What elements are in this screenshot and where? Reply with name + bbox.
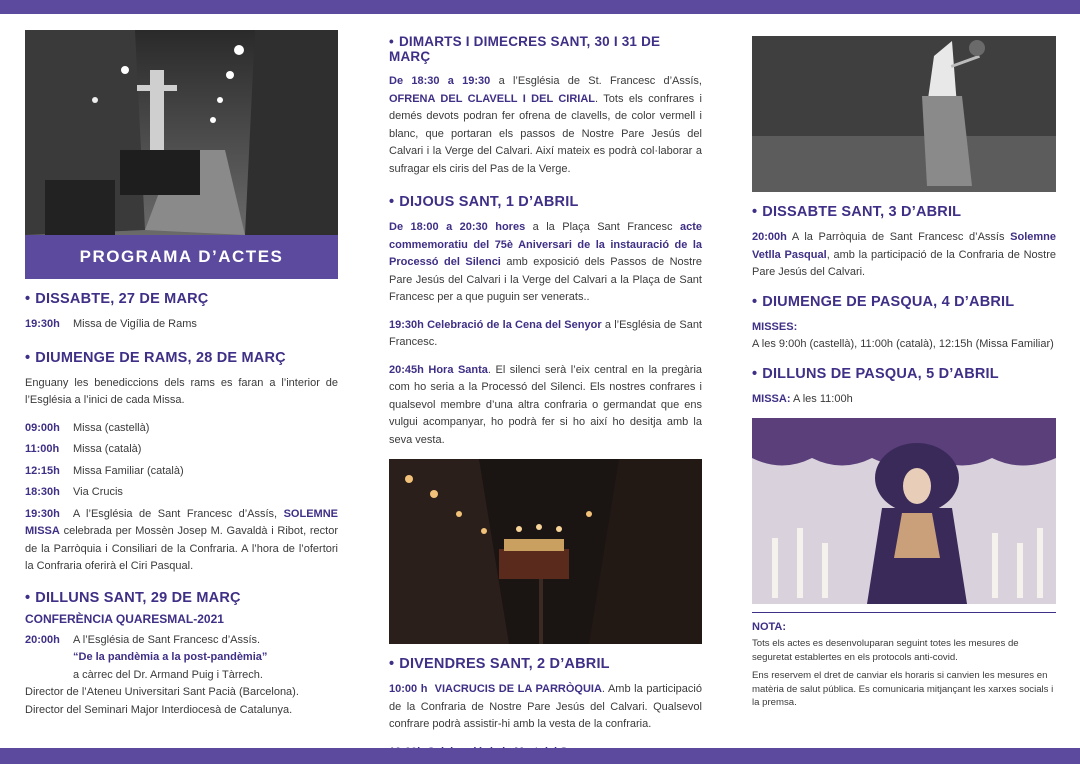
event-paragraph: 19:30h A l’Església de Sant Francesc d’Assís, SOLEMNE MISSA celebrada per Mossèn Josep M. Gavaldà i Ribot, rector de la Parròquia i Consiliari de la Confraria. A l’hora de l’ofertori la Confraria oferirà el Ciri Pasqual. — [25, 507, 338, 572]
section-title: • DIUMENGE DE RAMS, 28 DE MARÇ — [25, 349, 286, 366]
nazarene-photo — [752, 36, 1056, 192]
column-1 — [25, 30, 338, 719]
talk-title: “De la pandèmia a la post-pandèmia” — [73, 651, 268, 663]
note-divider — [752, 612, 1056, 613]
bottom-band — [0, 748, 1080, 764]
candlelight-procession-photo — [389, 459, 702, 644]
procession-photo — [25, 30, 338, 235]
section-title: • DIMARTS I DIMECRES SANT, 30 I 31 DE MARÇ — [389, 34, 661, 64]
section-title: • DILLUNS SANT, 29 DE MARÇ — [25, 589, 241, 606]
event-row: 12:15h Missa Familiar (català) — [25, 464, 184, 477]
section-title: • DISSABTE, 27 DE MARÇ — [25, 291, 209, 307]
speaker-role: Director del Seminari Major Interdiocesà de Catalunya. — [25, 703, 293, 716]
conference-title: CONFERÈNCIA QUARESMAL-2021 — [25, 611, 224, 626]
event-paragraph: 10:00 h VIACRUCIS DE LA PARRÒQUIA. Amb la participació de la Confraria de Nostre Pare Jesús del Calvari. Qualsevol confrare podrà assistir-hi amb la vesta de la confraria. — [389, 683, 702, 730]
event-paragraph: 20:00h A la Parròquia de Sant Francesc d’Assís Solemne Vetlla Pasqual, amb la participació de la Confraria de Nostre Pare Jesús del Calvari. — [752, 231, 1057, 278]
column-2 — [389, 34, 702, 761]
speaker-role: Director de l’Ateneu Universitari Sant Pacià (Barcelona). — [25, 686, 299, 698]
event-paragraph: De 18:30 a 19:30 a l’Església de St. Francesc d’Assís, OFRENA DEL CLAVELL I DEL CIRIAL. Tots els confrares i demés devots podran fer ofrena de clavells, de color vermell i blanc, que portaran els passos de Nostre Pare Jesús del Calvari i la Verge del Calvari. Així mateix es podrà col·laborar a sufragar els ciris del Pas de la Verge. — [389, 75, 702, 175]
note-box — [752, 621, 1056, 710]
event-row: 09:00h Missa (castellà) — [25, 421, 150, 434]
virgin-statue-photo — [752, 418, 1056, 604]
top-band — [0, 0, 1080, 14]
masses-label: MISSES: — [752, 320, 798, 333]
section-title: • DIVENDRES SANT, 2 D’ABRIL — [389, 656, 610, 672]
event-paragraph: De 18:00 a 20:30 hores a la Plaça Sant Francesc acte commemoratiu del 75è Aniversari de la instauració de la Processó del Silenci amb exposició dels Passos de Nostre Pare Jesús del Calvari i la Verge del Calvari a la Plaça de Sant Francesc per a que puguin ser venerats.. — [389, 221, 702, 303]
note-title: NOTA: — [752, 621, 787, 633]
event-paragraph: 20:45h Hora Santa. El silenci serà l’eix central en la pregària com ho seria a la Processó del Silenci. Els nostres confrares i qualsevol membre d’una altra confraria o germandat que ens vulgui acompanyar, ho podrà fer si ho així ho desitja amb la seva vesta. — [389, 363, 703, 446]
section-title: • DISSABTE SANT, 3 D’ABRIL — [752, 204, 962, 220]
note-paragraph: Tots els actes es desenvoluparan seguint totes les mesures de seguretat establertes en els protocols anti-covid. — [752, 638, 1019, 663]
section-title: • DIJOUS SANT, 1 D’ABRIL — [389, 194, 579, 210]
section-title: • DILLUNS DE PASQUA, 5 D’ABRIL — [752, 365, 999, 382]
intro-text: Enguany les benediccions dels rams es faran a l’interior de l’Església a l’inici de cada Missa. — [25, 376, 338, 406]
event-row: 20:00h A l’Església de Sant Francesc d’Assís. — [25, 633, 261, 646]
event-paragraph: 19:30h Celebració de la Cena del Senyor a l’Església de Sant Francesc. — [389, 318, 702, 348]
column-3 — [752, 36, 1056, 715]
programa-banner: PROGRAMA D’ACTES — [25, 235, 338, 279]
section-title: • DIUMENGE DE PASQUA, 4 D’ABRIL — [752, 293, 1015, 310]
event-row: 18:30h Via Crucis — [25, 486, 123, 498]
event-row: 19:30h Missa de Vigília de Rams — [25, 318, 197, 330]
note-paragraph: Ens reservem el dret de canviar els horaris si canvien les mesures en matèria de salut pública. Es comunicaria mitjançant les xarxes socials i la premsa. — [752, 670, 1054, 708]
speaker: a càrrec del Dr. Armand Puig i Tàrrech. — [73, 668, 263, 681]
event-row: 11:00h Missa (català) — [25, 443, 142, 455]
masses-times: A les 9:00h (castellà), 11:00h (català), 12:15h (Missa Familiar) — [752, 338, 1054, 350]
event-paragraph: MISSA: A les 11:00h — [752, 392, 853, 405]
